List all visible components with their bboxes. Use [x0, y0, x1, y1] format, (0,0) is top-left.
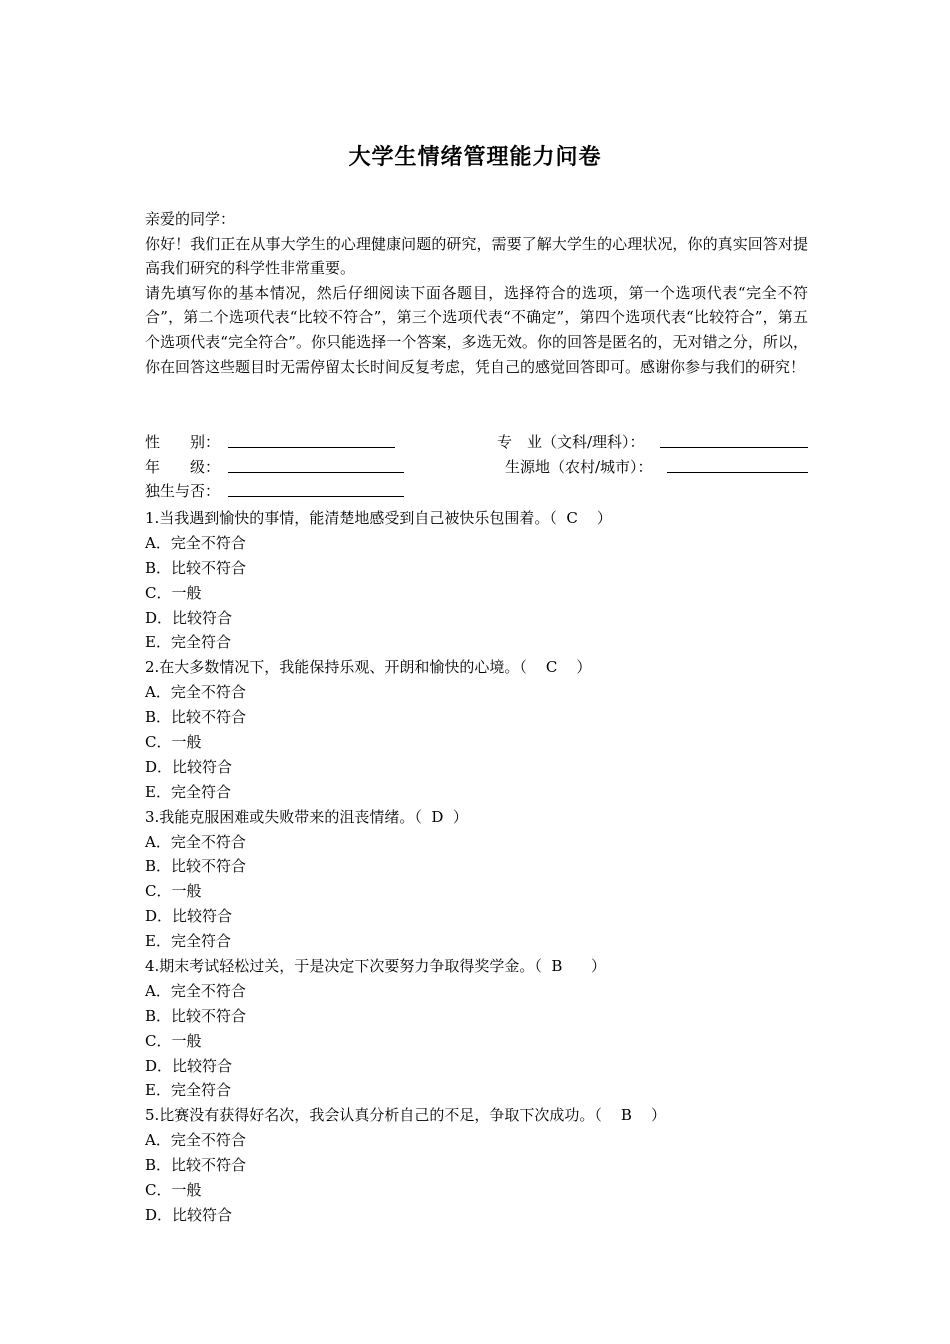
option-a: A．完全不符合 [145, 1131, 246, 1150]
major-blank[interactable] [660, 447, 808, 448]
question-text: 4.期末考试轻松过关，于是决定下次要努力争取得奖学金。（ B ） [145, 957, 606, 976]
document-title: 大学生情绪管理能力问卷 [348, 145, 602, 170]
option-d: D．比较符合 [145, 907, 233, 926]
major-label: 专 业（文科/理科）： [497, 433, 645, 451]
option-d: D．比较符合 [145, 1205, 233, 1224]
intro-paragraph-2: 请先填写你的基本情况，然后仔细阅读下面各题目，选择符合的选项，第一个选项代表“完全不符合”，第二个选项代表“比较不符合”，第三个选项代表“不确定”，第四个选项代表“比较符合”，第五个选项代表“完全符合”。你只能选择一个答案，多选无效。你的回答是匿名的，无对错之分，所以，你在回答这些题目时无需停留太长时间反复考虑，凭自己的感觉回答即可。感谢你参与我们的研究！ [145, 283, 808, 376]
option-b: B．比较不符合 [145, 558, 247, 577]
field-row-2 [145, 455, 808, 480]
question-item-4 [145, 954, 825, 1103]
grade-blank[interactable] [228, 472, 404, 473]
option-c: C．一般 [145, 882, 202, 901]
option-e: E．完全符合 [145, 1081, 231, 1100]
question-list [145, 506, 825, 1228]
option-c: C．一般 [145, 1031, 202, 1050]
option-c: C．一般 [145, 583, 202, 602]
gender-blank[interactable] [228, 447, 395, 448]
intro-section [145, 207, 808, 379]
only-child-label: 独生与否： [145, 482, 221, 500]
intro-greeting: 亲爱的同学： [145, 210, 236, 228]
option-d: D．比较符合 [145, 1056, 233, 1075]
question-item-3 [145, 805, 825, 954]
question-text: 3.我能克服困难或失败带来的沮丧情绪。（ D ） [145, 807, 468, 826]
option-e: E．完全符合 [145, 782, 231, 801]
grade-label: 年 级： [145, 457, 221, 476]
basic-info-fields [145, 430, 808, 504]
origin-blank[interactable] [667, 472, 808, 473]
field-row-1 [145, 430, 808, 455]
question-text: 1.当我遇到愉快的事情，能清楚地感受到自己被快乐包围着。（ C ） [145, 509, 612, 527]
option-a: A．完全不符合 [145, 533, 246, 552]
only-child-blank[interactable] [228, 496, 404, 497]
option-a: A．完全不符合 [145, 981, 246, 1000]
option-a: A．完全不符合 [145, 683, 246, 702]
question-text: 5.比赛没有获得好名次，我会认真分析自己的不足，争取下次成功。（ B ） [145, 1106, 666, 1125]
option-c: C．一般 [145, 733, 202, 752]
option-b: B．比较不符合 [145, 857, 247, 876]
option-b: B．比较不符合 [145, 708, 247, 727]
option-e: E．完全符合 [145, 633, 231, 652]
option-d: D．比较符合 [145, 757, 233, 776]
question-text: 2.在大多数情况下，我能保持乐观、开朗和愉快的心境。（ C ） [145, 658, 592, 677]
question-item-1 [145, 506, 825, 655]
option-e: E．完全符合 [145, 932, 231, 951]
option-b: B．比较不符合 [145, 1156, 247, 1175]
option-c: C．一般 [145, 1181, 202, 1200]
option-d: D．比较符合 [145, 608, 233, 627]
question-item-5 [145, 1103, 825, 1227]
gender-label: 性 别： [145, 433, 221, 451]
option-a: A．完全不符合 [145, 832, 246, 851]
question-item-2 [145, 655, 825, 804]
intro-paragraph-1: 你好！我们正在从事大学生的心理健康问题的研究，需要了解大学生的心理状况，你的真实回答对提高我们研究的科学性非常重要。 [145, 234, 808, 278]
origin-label: 生源地（农村/城市）： [505, 457, 653, 476]
field-row-3 [145, 479, 808, 504]
option-b: B．比较不符合 [145, 1006, 247, 1025]
